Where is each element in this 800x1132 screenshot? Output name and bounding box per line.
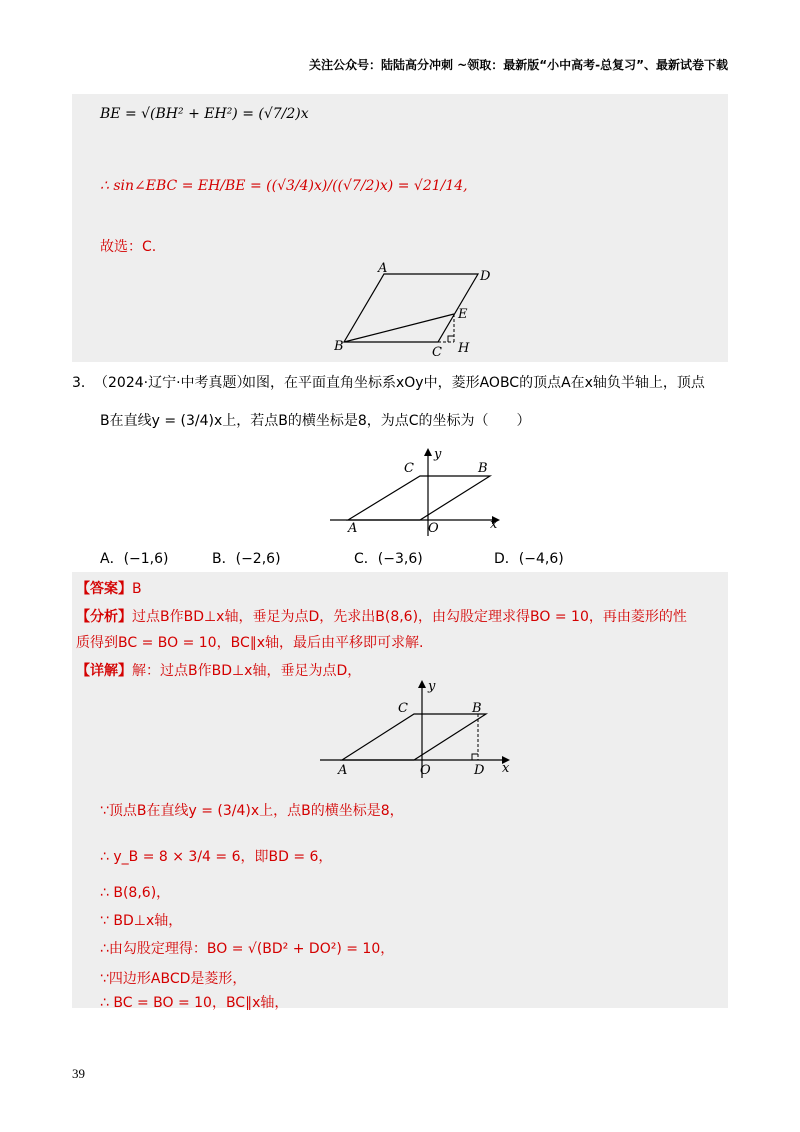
- label-b: B: [478, 461, 488, 476]
- label-a: A: [338, 763, 348, 778]
- analysis-line-1: [76, 606, 687, 626]
- step-1: ∵顶点B在直线y = (3/4)x上，点B的横坐标是8，: [100, 803, 404, 819]
- axis-label-y: y: [434, 448, 442, 462]
- axis-label-y: y: [428, 680, 436, 694]
- axis-label-x: x: [502, 761, 510, 776]
- option-d-label: D．: [494, 551, 519, 567]
- y-axis-arrow: [418, 680, 426, 688]
- rhombus-aobc: [342, 714, 486, 760]
- option-a-label: A．: [100, 551, 124, 567]
- analysis-text-1: 过点B作BD⊥x轴，垂足为点D，先求出B(8,6)，由勾股定理求得BO = 10，再由菱形的性: [132, 609, 687, 625]
- question-number: 3．: [72, 375, 95, 391]
- option-b-label: B．: [212, 551, 236, 567]
- option-b-value: (−2,6): [235, 551, 281, 567]
- option-a[interactable]: [100, 548, 169, 568]
- question-text-2: B在直线y = (3/4)x上，若点B的横坐标是8，为点C的坐标为（ ）: [100, 413, 531, 429]
- step-3: ∴ B(8,6)，: [100, 885, 171, 901]
- rhombus-aobc: [348, 476, 490, 520]
- axis-label-x: x: [490, 517, 498, 532]
- option-b[interactable]: [212, 548, 281, 568]
- label-c: C: [432, 345, 442, 360]
- option-c[interactable]: [354, 548, 423, 568]
- label-o: O: [428, 521, 439, 536]
- label-b: B: [472, 701, 482, 716]
- option-c-value: (−3,6): [377, 551, 423, 567]
- be-equation: BE = √(BH² + EH²) = (√7/2)x: [100, 106, 309, 122]
- step-7: ∴ BC = BO = 10，BC∥x轴，: [100, 995, 289, 1011]
- y-axis-arrow: [424, 448, 432, 456]
- label-c: C: [404, 461, 414, 476]
- detail-line: [76, 660, 361, 680]
- step-5: ∴由勾股定理得：BO = √(BD² + DO²) = 10，: [100, 941, 395, 957]
- answer-value: B: [132, 581, 142, 597]
- step-6: ∵四边形ABCD是菱形，: [100, 971, 247, 987]
- question-source: （2024·辽宁·中考真题）: [94, 375, 251, 391]
- analysis-line-2: 质得到BC = BO = 10，BC∥x轴，最后由平移即可求解.: [76, 635, 424, 651]
- question-text-1: 如图，在平面直角坐标系xOy中，菱形AOBC的顶点A在x轴负半轴上，顶点: [242, 375, 705, 391]
- choice-text: 故选：C.: [100, 239, 157, 255]
- option-d[interactable]: [494, 548, 564, 568]
- label-o: O: [420, 763, 431, 778]
- right-angle-mark: [472, 754, 478, 760]
- analysis-tag: 【分析】: [76, 609, 132, 625]
- page-number: 39: [72, 1066, 85, 1081]
- page-header: 关注公众号：陆陆高分冲刺 ~领取：最新版“小中高考-总复习”、最新试卷下载: [309, 58, 728, 72]
- detail-tag: 【详解】: [76, 663, 132, 679]
- sin-equation: ∴ sin∠EBC = EH/BE = ((√3/4)x)/((√7/2)x) = √21/14,: [100, 178, 468, 194]
- step-4: ∵ BD⊥x轴，: [100, 913, 183, 929]
- parallelogram-figure: [334, 262, 494, 362]
- question-figure: [328, 448, 508, 538]
- label-a: A: [348, 521, 358, 536]
- answer-figure: [318, 680, 528, 780]
- label-a: A: [378, 262, 388, 276]
- prev-solution-block: [72, 94, 728, 362]
- label-e: E: [458, 307, 468, 322]
- label-c: C: [398, 701, 408, 716]
- option-a-value: (−1,6): [123, 551, 169, 567]
- answer-block: [72, 572, 728, 1011]
- right-angle-mark: [448, 336, 454, 342]
- option-d-value: (−4,6): [518, 551, 564, 567]
- answer-line: [76, 578, 142, 598]
- option-c-label: C．: [354, 551, 378, 567]
- label-b: B: [334, 339, 344, 354]
- detail-text: 解：过点B作BD⊥x轴，垂足为点D，: [132, 663, 362, 679]
- segment-be: [344, 314, 454, 342]
- label-d: D: [480, 269, 491, 284]
- step-2: ∴ y_B = 8 × 3/4 = 6，即BD = 6，: [100, 849, 333, 865]
- label-d: D: [474, 763, 485, 778]
- answer-tag: 【答案】: [76, 581, 132, 597]
- label-h: H: [458, 341, 470, 356]
